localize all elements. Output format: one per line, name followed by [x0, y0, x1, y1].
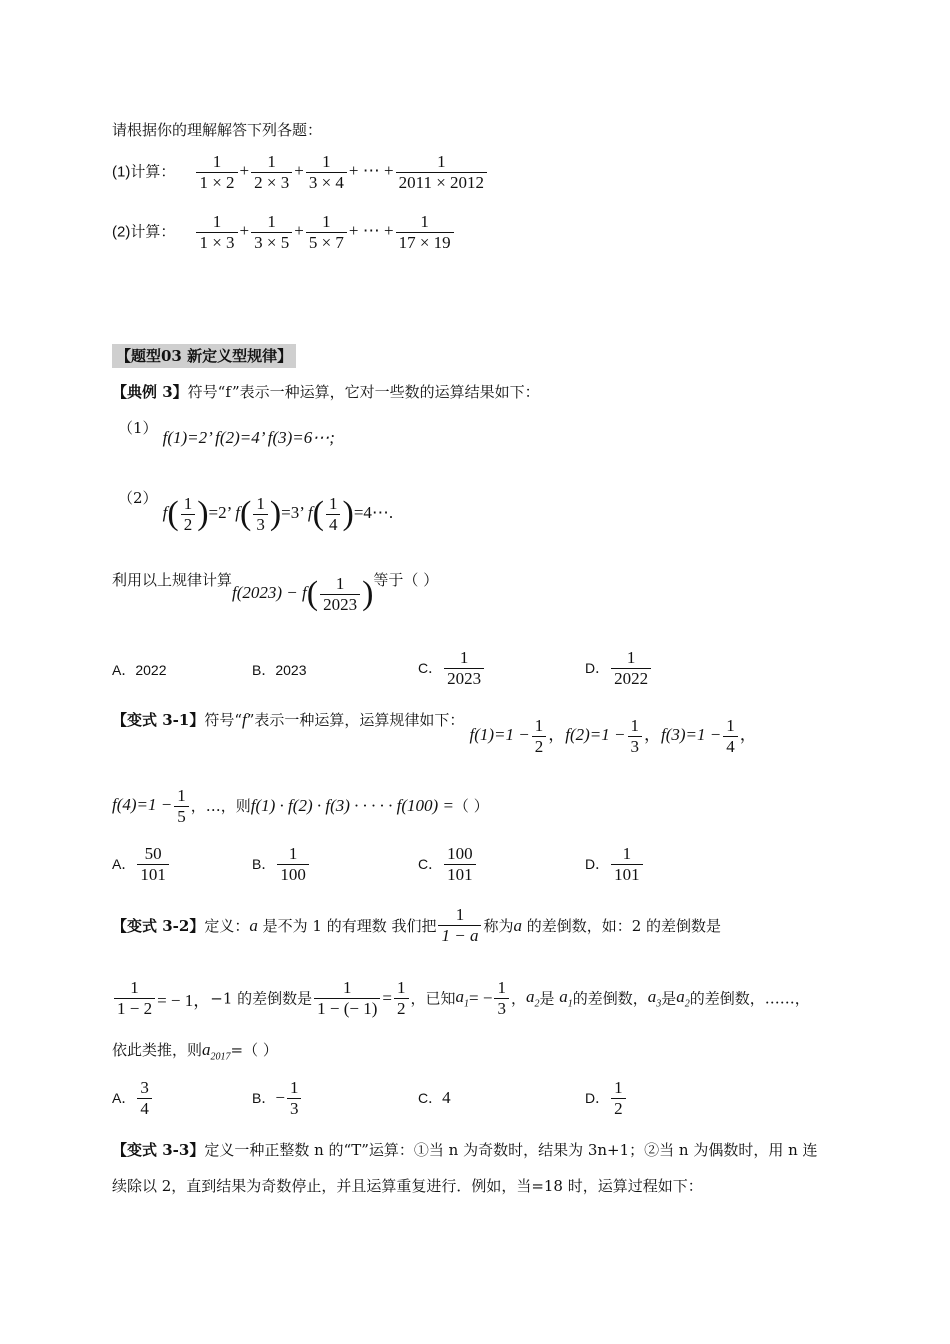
example-3-question: 利用以上规律计算f(2023) − f( $\frac{1}{2023}$ )等于（ ） [112, 571, 439, 614]
q2-term-2: $\frac{1}{3 \times 5}$ [251, 212, 292, 253]
q1-term-last: $\frac{1}{2011 \times 2012}$ [396, 152, 487, 193]
variant-3-1-option-a[interactable]: A． $\frac{50}{101}$ [112, 844, 171, 885]
variant-3-2-line-2: $\frac{1}{1 - 2}$ = − 1，−1 的差倒数是 $\frac{1}{1 - (- 1)}$ = $\frac{1}{2}$ ，已知$a_1=$ − $\frac{1}{3}$ ，$a_2$是 $a_1$的差倒数，$a_3$是$a_2$的差倒数，……， [112, 978, 810, 1019]
q2-expression: $\frac{1}{1 \times 3}$ + $\frac{1}{3 \times 5}$ + $\frac{1}{5 \times 7}$ + ⋯ + $\frac{1}{17 \times 19}$ [194, 221, 455, 240]
example-3-option-c[interactable]: C． $\frac{1}{2023}$ [418, 648, 486, 689]
variant-3-2-option-d[interactable]: D． $\frac{1}{2}$ [585, 1078, 628, 1119]
variant-3-2-option-b[interactable]: B．− $\frac{1}{3}$ [252, 1078, 303, 1119]
example-3-rule-2: （2） f( $\frac{1}{2}$ )=2’ f( $\frac{1}{3}$ )=3’ f( $\frac{1}{4}$ )=4⋯. [118, 489, 394, 534]
q2-term-last: $\frac{1}{17 \times 19}$ [396, 212, 454, 253]
variant-3-1-option-d[interactable]: D． $\frac{1}{101}$ [585, 844, 645, 885]
intro-text: 请根据你的理解解答下列各题： [112, 121, 323, 139]
q1-term-2: $\frac{1}{2 \times 3}$ [251, 152, 292, 193]
q1-term-1: $\frac{1}{1 \times 2}$ [196, 152, 237, 193]
variant-3-1-lead: 【变式 3-1】 [112, 711, 205, 729]
section-heading: 【题型03 新定义型规律】 [112, 344, 296, 368]
question-2 [112, 212, 456, 253]
q1-label: (1)计算： [112, 163, 176, 181]
q2-label: (2)计算： [112, 223, 176, 241]
variant-3-2-lead: 【变式 3-2】 [112, 916, 205, 935]
variant-3-2-option-c[interactable]: C．4 [418, 1088, 451, 1107]
variant-3-3-line-1: 【变式 3-3】定义一种正整数 n 的“T”运算：①当 n 为奇数时，结果为 3n+1；②当 n 为偶数时，用 n 连 [112, 1141, 818, 1159]
variant-3-1-line-2: f(4)=1 − $\frac{1}{5}$ ，…，则f(1) · f(2) · f(3) · · · · · f(100) =（ ） [112, 786, 489, 826]
example-3-body: 符号“f”表示一种运算，它对一些数的运算结果如下： [187, 383, 540, 401]
example-3-rule-1: （1） f(1)=2’ f(2)=4’ f(3)=6⋯; [118, 419, 335, 447]
variant-3-1-line-1: 【变式 3-1】符号“f”表示一种运算，运算规律如下： f(1)=1 − $\frac{1}{2}$ ，f(2)=1 − $\frac{1}{3}$ ，f(3)=1 − $\frac{1}{4}$ ， [112, 710, 757, 756]
variant-3-3-line-2: 续除以 2，直到结果为奇数停止，并且运算重复进行．例如，当=18 时，运算过程如下： [112, 1177, 703, 1195]
q2-term-1: $\frac{1}{1 \times 3}$ [196, 212, 237, 253]
question-1 [112, 152, 489, 193]
example-3-lead: 【典例 3】 [112, 383, 188, 401]
variant-3-3-lead: 【变式 3-3】 [112, 1141, 205, 1159]
variant-3-2-line-3: 依此类推，则$a_{2017}=$（ ） [112, 1040, 278, 1063]
q2-term-3: $\frac{1}{5 \times 7}$ [306, 212, 347, 253]
example-3-option-a[interactable]: A．2022 [112, 662, 167, 678]
example-3-option-d[interactable]: D． $\frac{1}{2022}$ [585, 648, 653, 689]
example-3-option-b[interactable]: B．2023 [252, 662, 307, 678]
variant-3-2-line-1: 【变式 3-2】定义：a 是不为 1 的有理数 我们把 $\frac{1}{1 - a}$ 称为a 的差倒数，如：2 的差倒数是 [112, 905, 722, 945]
variant-3-1-option-c[interactable]: C． $\frac{100}{101}$ [418, 844, 478, 885]
q1-expression: $\frac{1}{1 \times 2}$ + $\frac{1}{2 \times 3}$ + $\frac{1}{3 \times 4}$ + ⋯ + $\frac{1}{2011 \times 2012}$ [194, 161, 489, 180]
example-3-text [112, 382, 540, 402]
variant-3-1-option-b[interactable]: B． $\frac{1}{100}$ [252, 844, 311, 885]
variant-3-2-option-a[interactable]: A． $\frac{3}{4}$ [112, 1078, 154, 1119]
q1-term-3: $\frac{1}{3 \times 4}$ [306, 152, 347, 193]
